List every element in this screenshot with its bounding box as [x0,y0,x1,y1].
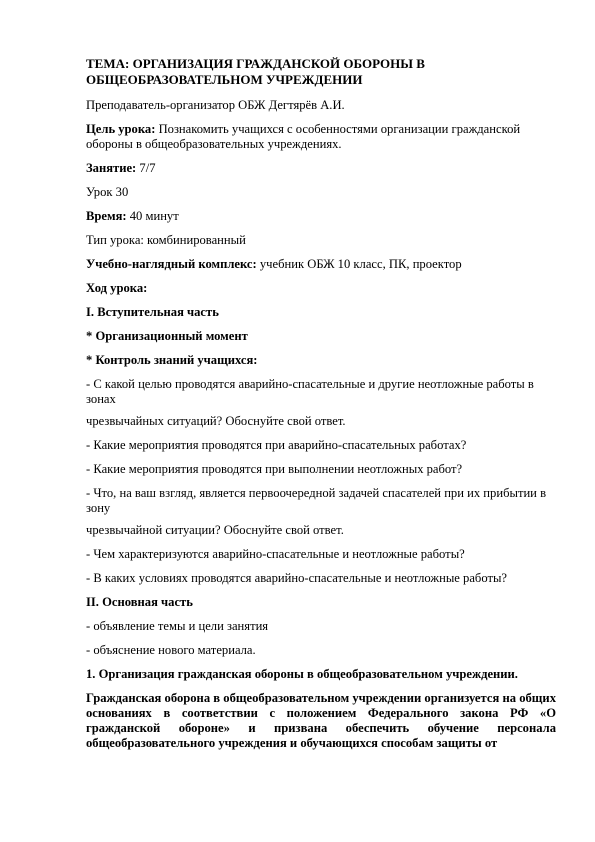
question-2: - Какие мероприятия проводятся при аварийно-спасательных работах? [86,438,467,452]
question-4-part-1: - Что, на ваш взгляд, является первоочередной задачей спасателей при их прибытии в зону [86,486,547,515]
knowledge-check-heading: * Контроль знаний учащихся: [86,353,258,367]
lesson-time-value: 40 минут [126,209,179,223]
org-moment: * Организационный момент [86,329,248,343]
subsection-1-heading: 1. Организация гражданская обороны в общеобразовательном учреждении. [86,667,518,681]
body-paragraph: Гражданская оборона в общеобразовательном учреждении организуется на общих основаниях в соответствии с положением Федерального закона РФ «О гражданской обороне» и призвана обеспечить обучение персонала общеобразовательного учреждения и обучающихся способам защиты от [86,691,556,750]
question-1-part-2: чрезвычайных ситуаций? Обоснуйте свой ответ. [86,414,346,428]
question-5: - Чем характеризуются аварийно-спасательные и неотложные работы? [86,547,465,561]
lesson-type: Тип урока: комбинированный [86,233,246,247]
section-1-heading: I. Вступительная часть [86,305,219,319]
question-4-part-2: чрезвычайной ситуации? Обоснуйте свой ответ. [86,523,344,537]
lesson-goal [86,122,556,152]
lesson-number [86,161,556,176]
lesson-time [86,209,556,224]
teaching-complex-label: Учебно-наглядный комплекс: [86,257,257,271]
question-6: - В каких условиях проводятся аварийно-спасательные и неотложные работы? [86,571,507,585]
question-1-part-1: - С какой целью проводятся аварийно-спасательные и другие неотложные работы в зонах [86,377,534,406]
lesson-goal-label: Цель урока: [86,122,156,136]
lesson-time-label: Время: [86,209,127,223]
lesson-course-heading: Ход урока: [86,281,148,295]
lesson-number-label: Занятие: [86,161,137,175]
teaching-complex-text: учебник ОБЖ 10 класс, ПК, проектор [256,257,462,271]
material-explanation: - объяснение нового материала. [86,643,256,657]
teacher-line: Преподаватель-организатор ОБЖ Дегтярёв А.И. [86,98,345,112]
lesson-index: Урок 30 [86,185,129,199]
topic-announcement: - объявление темы и цели занятия [86,619,269,633]
lesson-title: ТЕМА: ОРГАНИЗАЦИЯ ГРАЖДАНСКОЙ ОБОРОНЫ В ОБЩЕОБРАЗОВАТЕЛЬНОМ УЧРЕЖДЕНИИ [86,56,425,87]
lesson-goal-text: Познакомить учащихся с особенностями организации гражданской обороны в общеобразовательных учреждениях. [86,122,521,151]
lesson-number-value: 7/7 [136,161,156,175]
teaching-complex [86,257,556,272]
section-2-heading: II. Основная часть [86,595,193,609]
question-3: - Какие мероприятия проводятся при выполнении неотложных работ? [86,462,463,476]
document-content [86,56,556,760]
